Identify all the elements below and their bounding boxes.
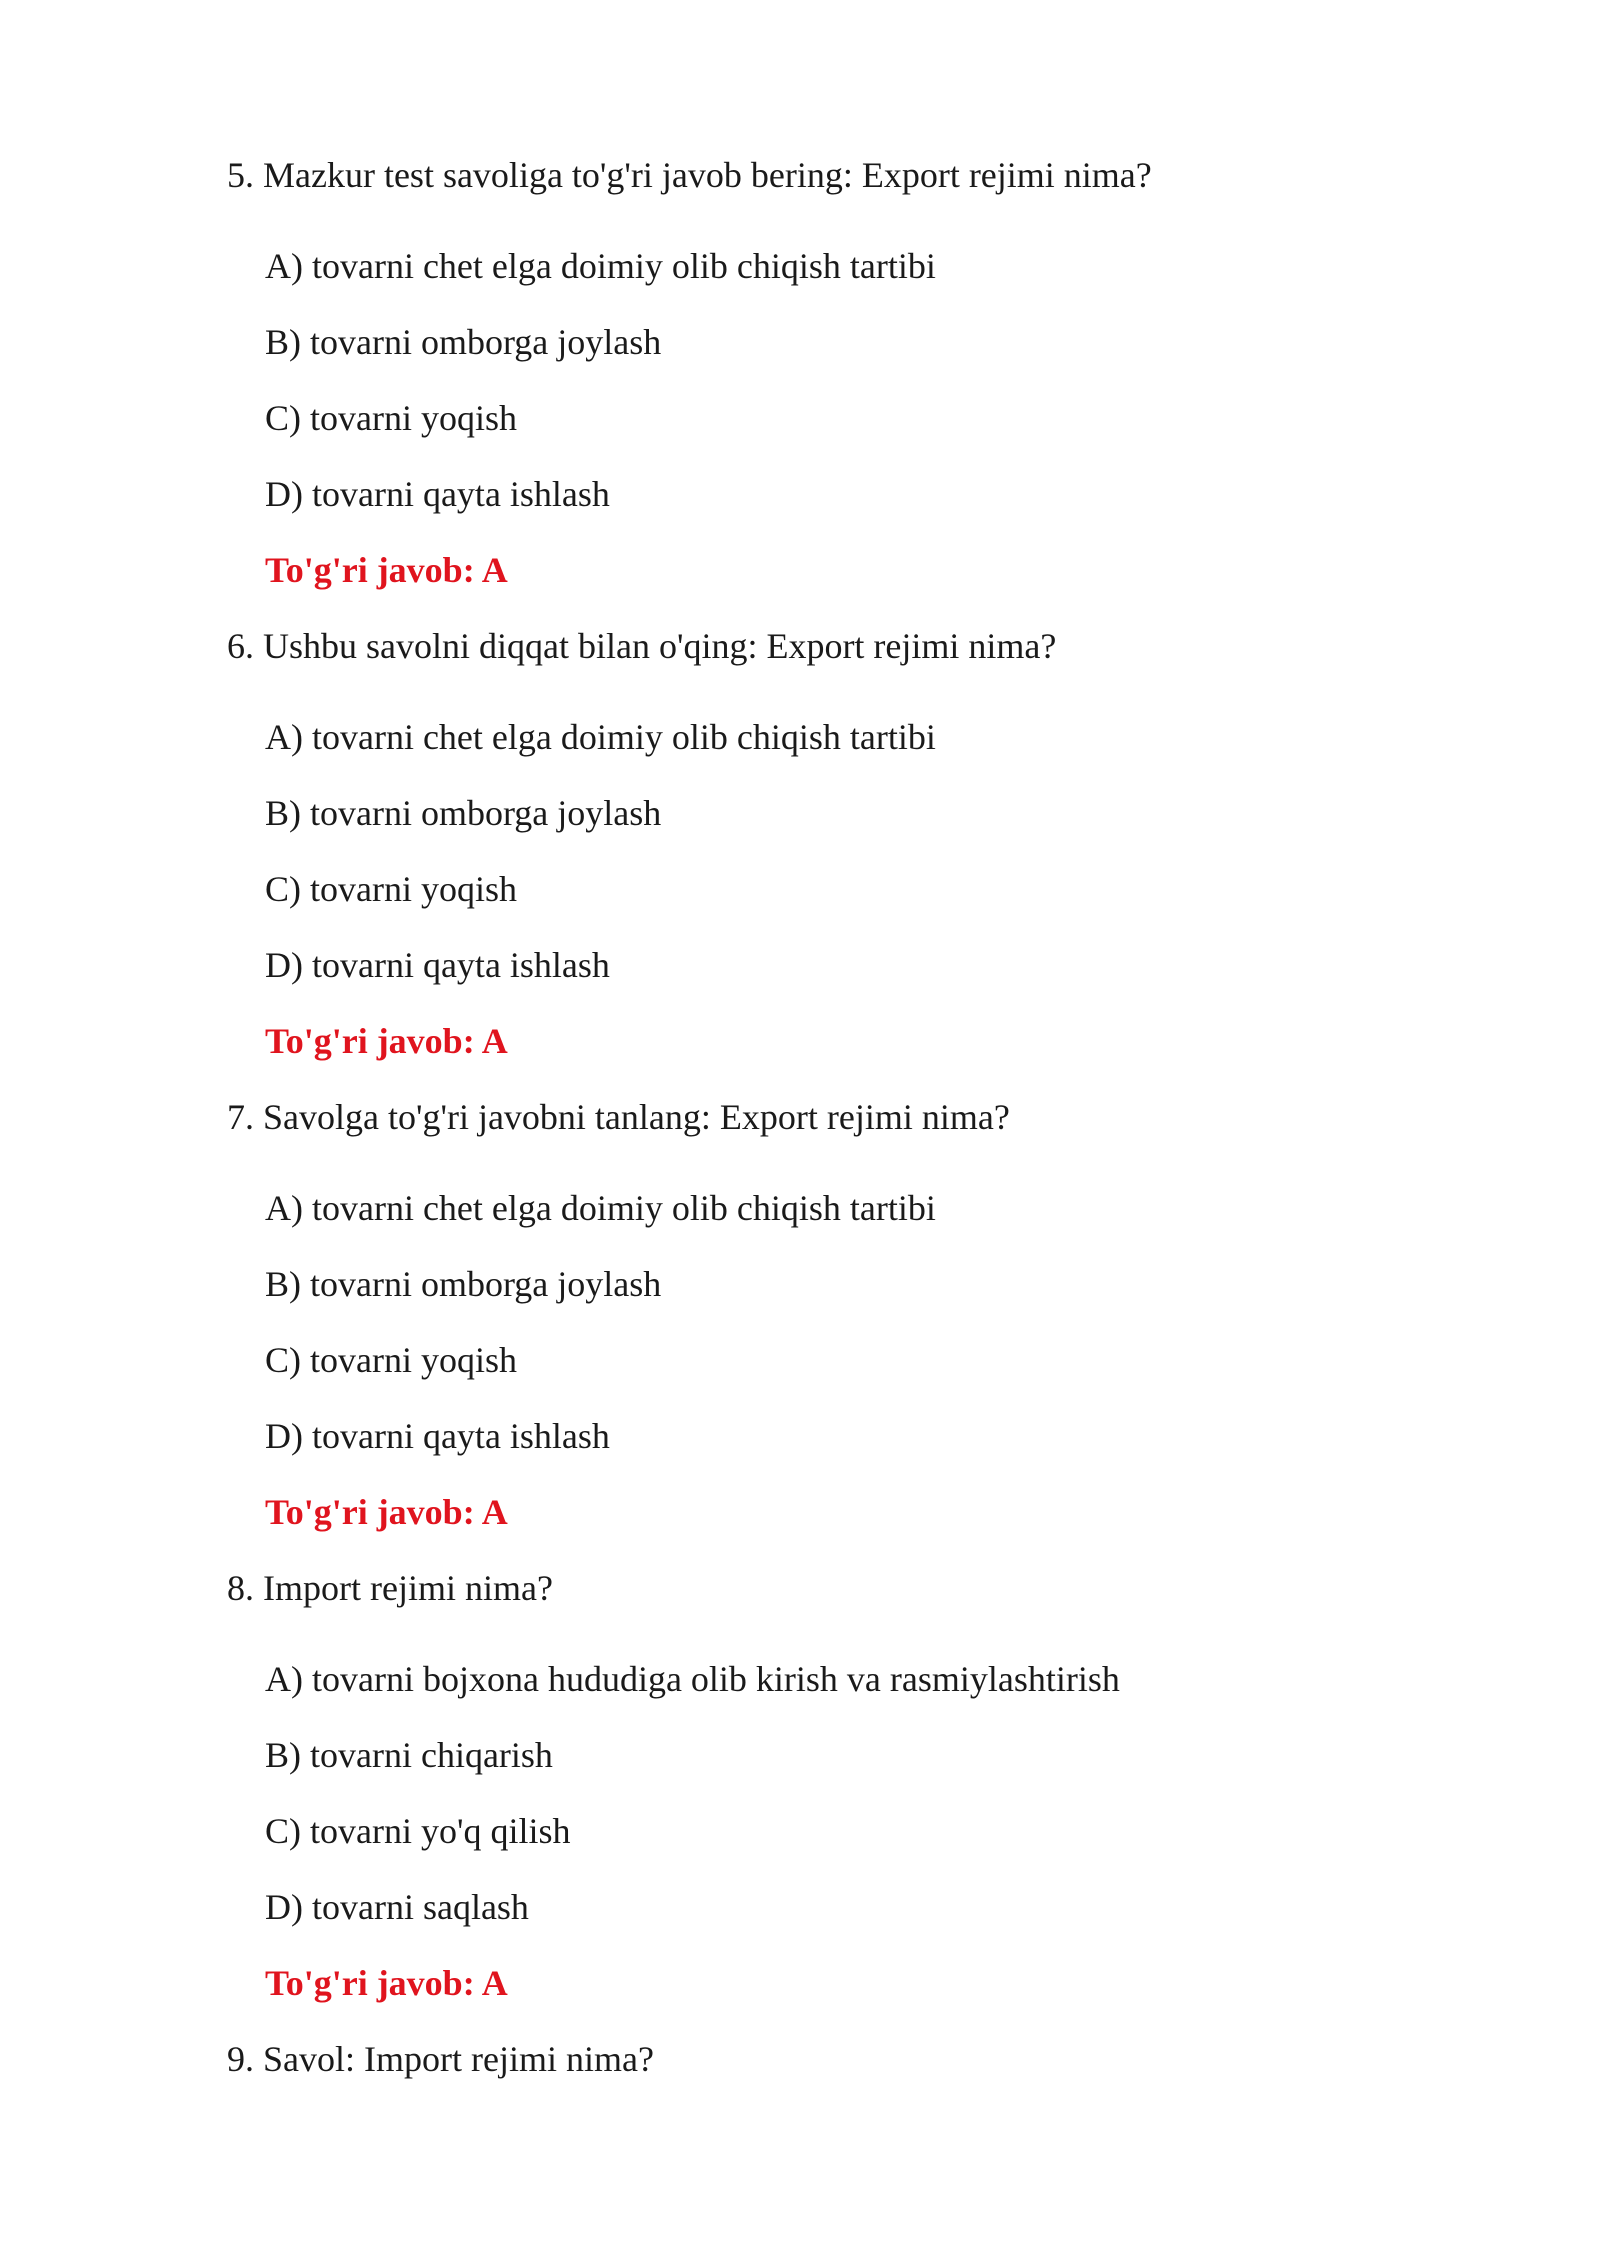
question-6-text: 6. Ushbu savolni diqqat bilan o'qing: Export rejimi nima? — [227, 626, 1057, 666]
question-8-option-b: B) tovarni chiqarish — [265, 1735, 553, 1775]
question-6-option-c: C) tovarni yoqish — [265, 869, 517, 909]
question-7-correct-answer: To'g'ri javob: A — [265, 1492, 508, 1532]
question-5-option-b: B) tovarni omborga joylash — [265, 322, 662, 362]
question-7-option-d: D) tovarni qayta ishlash — [265, 1416, 610, 1456]
question-5-option-a: A) tovarni chet elga doimiy olib chiqish tartibi — [265, 246, 936, 286]
question-6-correct-answer: To'g'ri javob: A — [265, 1021, 508, 1061]
question-7-text: 7. Savolga to'g'ri javobni tanlang: Export rejimi nima? — [227, 1097, 1010, 1137]
question-9-text: 9. Savol: Import rejimi nima? — [227, 2039, 654, 2079]
question-7-option-b: B) tovarni omborga joylash — [265, 1264, 662, 1304]
question-8-option-c: C) tovarni yo'q qilish — [265, 1811, 571, 1851]
question-5-correct-answer: To'g'ri javob: A — [265, 550, 508, 590]
question-5-option-c: C) tovarni yoqish — [265, 398, 517, 438]
question-5-option-d: D) tovarni qayta ishlash — [265, 474, 610, 514]
question-6-option-a: A) tovarni chet elga doimiy olib chiqish tartibi — [265, 717, 936, 757]
question-7-option-c: C) tovarni yoqish — [265, 1340, 517, 1380]
question-6-option-b: B) tovarni omborga joylash — [265, 793, 662, 833]
question-7-option-a: A) tovarni chet elga doimiy olib chiqish tartibi — [265, 1188, 936, 1228]
question-6-option-d: D) tovarni qayta ishlash — [265, 945, 610, 985]
question-5-text: 5. Mazkur test savoliga to'g'ri javob bering: Export rejimi nima? — [227, 155, 1152, 195]
question-8-option-a: A) tovarni bojxona hududiga olib kirish va rasmiylashtirish — [265, 1659, 1120, 1699]
question-8-text: 8. Import rejimi nima? — [227, 1568, 553, 1608]
question-8-option-d: D) tovarni saqlash — [265, 1887, 529, 1927]
question-8-correct-answer: To'g'ri javob: A — [265, 1963, 508, 2003]
